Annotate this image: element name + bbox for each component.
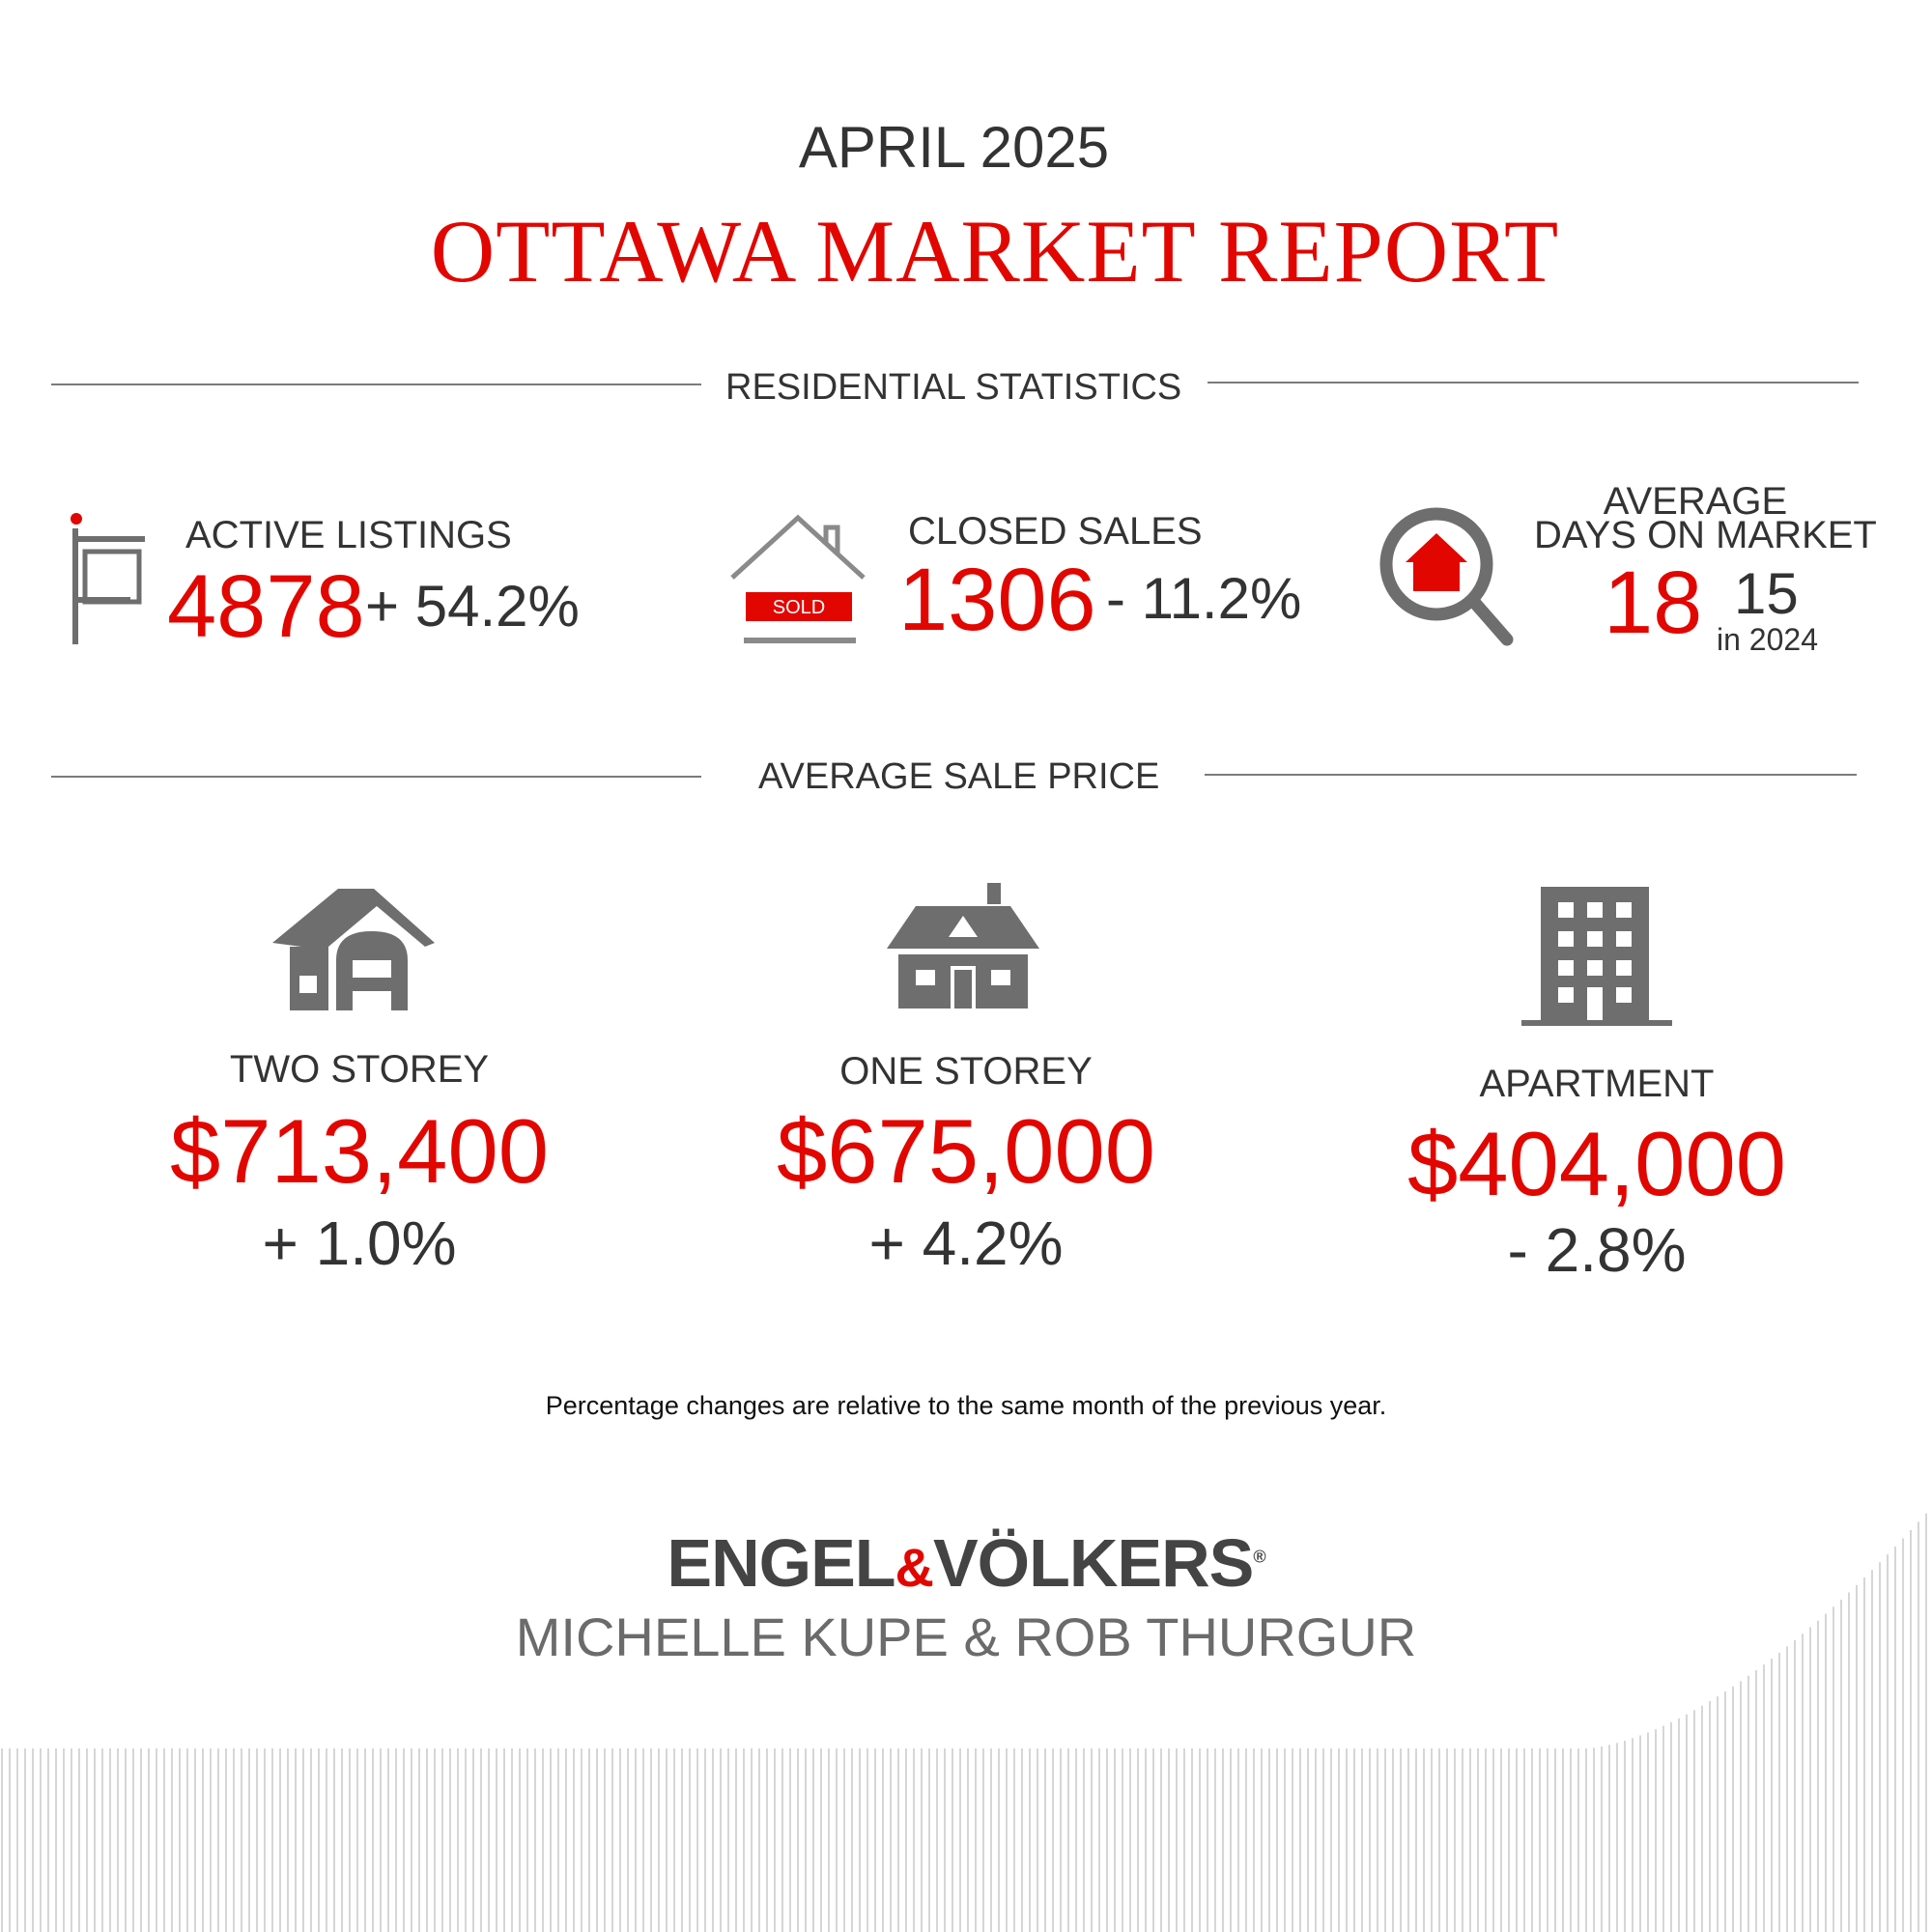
days-on-market-label-1: AVERAGE [1603,480,1788,523]
closed-sales-value: 1306 [898,551,1096,649]
one-storey-change: + 4.2% [868,1208,1064,1278]
footnote: Percentage changes are relative to the same month of the previous year. [545,1391,1387,1420]
report-month: APRIL 2025 [798,115,1110,180]
brand-ampersand: & [895,1537,933,1598]
apartment-change: - 2.8% [1507,1215,1687,1285]
days-on-market-previous-value: 15 [1734,561,1799,626]
active-listings-change: + 54.2% [365,574,580,639]
bungalow-icon [887,881,1039,1010]
agent-names: MICHELLE KUPE & ROB THURGUR [515,1606,1417,1667]
divider-right-2 [1205,774,1857,776]
two-storey-price: $713,400 [169,1100,550,1202]
divider-left [51,384,701,385]
sold-house-icon [726,510,869,650]
registered-mark: ® [1253,1547,1265,1567]
days-on-market-previous-label: in 2024 [1717,622,1818,657]
brand-name-part1: ENGEL [667,1525,895,1601]
two-storey-label: TWO STOREY [229,1048,490,1091]
house-search-icon [1377,504,1514,647]
active-listings-label: ACTIVE LISTINGS [185,514,512,556]
brand-name-part2: VÖLKERS [932,1525,1254,1601]
divider-left-2 [51,776,701,778]
closed-sales-label: CLOSED SALES [908,510,1203,553]
brand-logo [0,1524,1932,1602]
report-title: OTTAWA MARKET REPORT [430,202,1560,300]
days-on-market-label-2: DAYS ON MARKET [1534,514,1877,556]
two-storey-change: + 1.0% [262,1208,457,1278]
one-storey-price: $675,000 [776,1100,1156,1202]
days-on-market-value: 18 [1604,554,1703,652]
one-storey-label: ONE STOREY [839,1050,1093,1093]
section-average-sale-price: AVERAGE SALE PRICE [758,756,1160,797]
apartment-price: $404,000 [1406,1113,1787,1214]
divider-right [1208,382,1859,384]
for-sale-sign-icon [58,507,155,650]
section-residential-statistics: RESIDENTIAL STATISTICS [725,367,1182,408]
active-listings-value: 4878 [167,557,365,656]
apartment-building-icon [1520,885,1674,1030]
closed-sales-change: - 11.2% [1106,566,1302,631]
two-storey-house-icon [272,887,435,1012]
apartment-label: APARTMENT [1479,1063,1715,1105]
sold-badge: SOLD [772,597,826,618]
